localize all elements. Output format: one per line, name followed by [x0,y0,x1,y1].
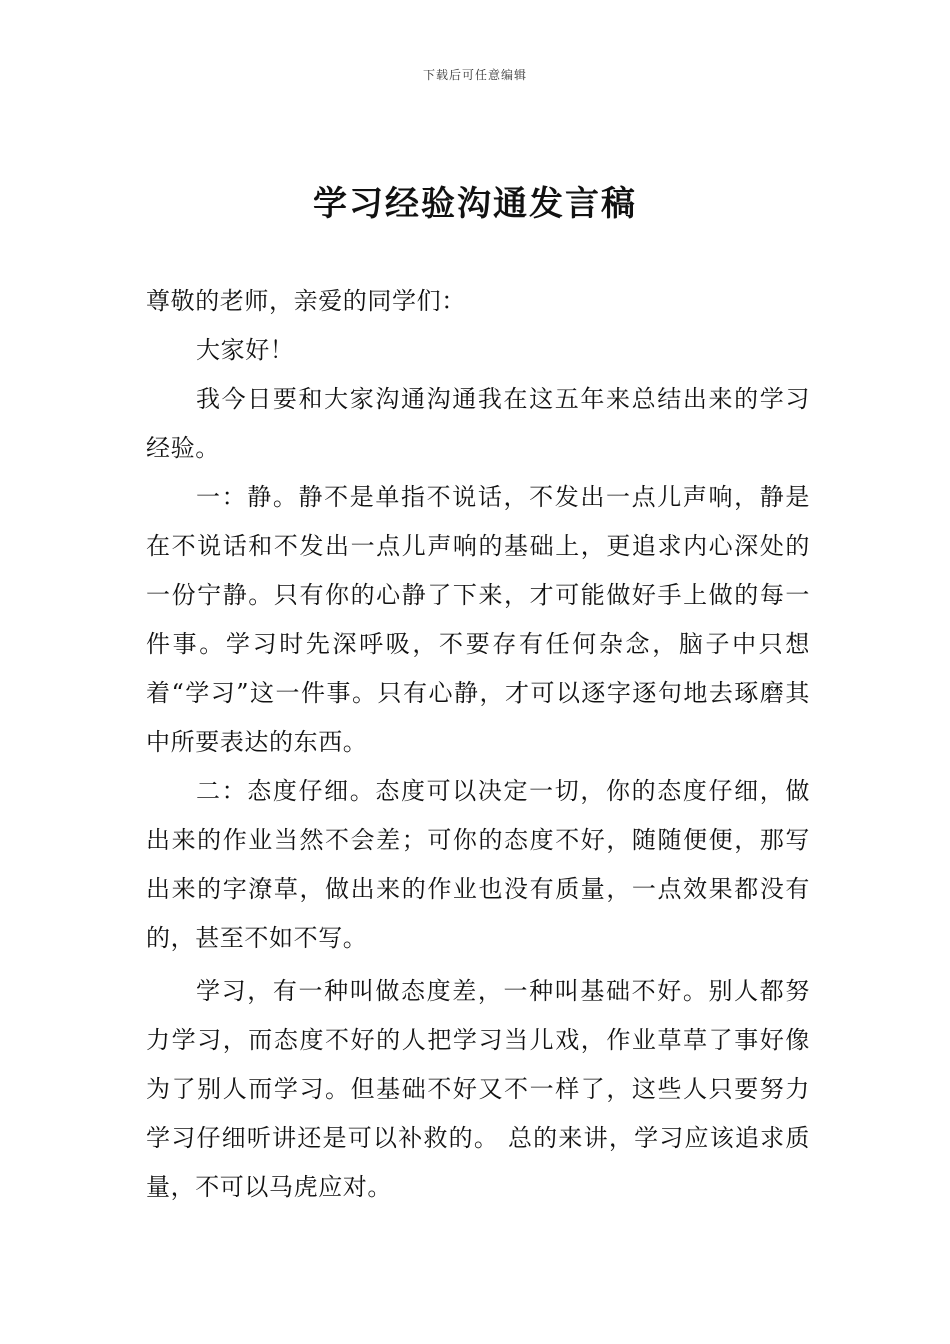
salutation: 尊敬的老师，亲爱的同学们： [146,287,466,315]
paragraph-greeting: 大家好！ [196,336,295,364]
document-body [146,277,810,1212]
page-header-note: 下载后可任意编辑 [422,68,527,82]
paragraph-intro: 我今日要和大家沟通沟通我在这五年来总结出来的学习经验。 [146,385,810,462]
paragraph-point-two: 二：态度仔细。态度可以决定一切，你的态度仔细，做出来的作业当然不会差；可你的态度不好，随随便便，那写出来的字潦草，做出来的作业也没有质量，一点效果都没有的，甚至不如不写。 [146,777,810,952]
paragraph-conclusion: 学习，有一种叫做态度差，一种叫基础不好。别人都努力学习，而态度不好的人把学习当儿戏，作业草草了事好像为了别人而学习。但基础不好又不一样了，这些人只要努力学习仔细听讲还是可以补救的。 总的来讲，学习应该追求质量，不可以马虎应对。 [146,977,810,1201]
paragraph-point-one: 一：静。静不是单指不说话，不发出一点儿声响，静是在不说话和不发出一点儿声响的基础上，更追求内心深处的一份宁静。只有你的心静了下来，才可能做好手上做的每一件事。学习时先深呼吸，不要存有任何杂念，脑子中只想着“学习”这一件事。只有心静，才可以逐字逐句地去琢磨其中所要表达的东西。 [146,483,810,756]
document-title: 学习经验沟通发言稿 [313,184,637,224]
